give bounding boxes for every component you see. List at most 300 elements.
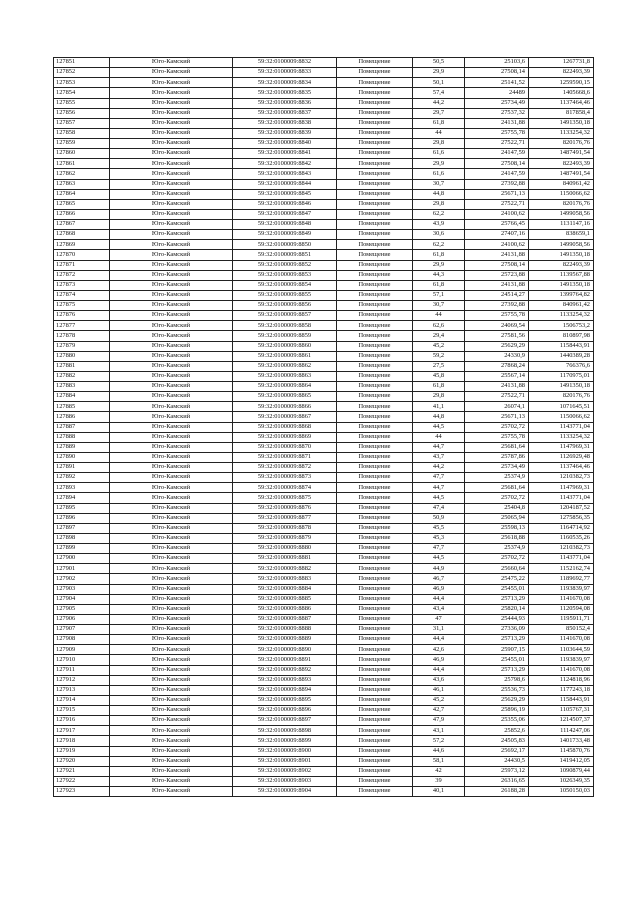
area-cell: 57,1 [413, 290, 465, 300]
cadastral-number-cell: 59:32:0100009:8871 [233, 452, 337, 462]
table-row [54, 68, 594, 78]
table-row [54, 311, 594, 321]
cadastral-value-cell: 1133254,32 [529, 128, 594, 138]
row-number-cell: 127876 [54, 311, 110, 321]
district-cell: Юго-Камский [110, 58, 233, 68]
cadastral-value-cell: 840961,42 [529, 179, 594, 189]
cadastral-number-cell: 59:32:0100009:8883 [233, 574, 337, 584]
unit-price-cell: 25755,78 [465, 432, 529, 442]
row-number-cell: 127917 [54, 726, 110, 736]
district-cell: Юго-Камский [110, 533, 233, 543]
cadastral-number-cell: 59:32:0100009:8880 [233, 544, 337, 554]
district-cell: Юго-Камский [110, 199, 233, 209]
unit-price-cell: 25444,93 [465, 614, 529, 624]
cadastral-value-cell: 820176,76 [529, 139, 594, 149]
object-type-cell: Помещение [337, 412, 413, 422]
cadastral-number-cell: 59:32:0100009:8895 [233, 695, 337, 705]
district-cell: Юго-Камский [110, 675, 233, 685]
table-row [54, 503, 594, 513]
district-cell: Юго-Камский [110, 665, 233, 675]
district-cell: Юго-Камский [110, 270, 233, 280]
cadastral-number-cell: 59:32:0100009:8902 [233, 766, 337, 776]
cadastral-value-cell: 1401733,48 [529, 736, 594, 746]
unit-price-cell: 25065,94 [465, 513, 529, 523]
table-row [54, 665, 594, 675]
object-type-cell: Помещение [337, 422, 413, 432]
object-type-cell: Помещение [337, 463, 413, 473]
district-cell: Юго-Камский [110, 473, 233, 483]
unit-price-cell: 26316,65 [465, 776, 529, 786]
table-row [54, 554, 594, 564]
cadastral-value-cell: 1145870,76 [529, 746, 594, 756]
row-number-cell: 127895 [54, 503, 110, 513]
area-cell: 44 [413, 432, 465, 442]
district-cell: Юго-Камский [110, 655, 233, 665]
cadastral-value-cell: 820176,76 [529, 392, 594, 402]
cadastral-number-cell: 59:32:0100009:8866 [233, 402, 337, 412]
area-cell: 61,8 [413, 280, 465, 290]
cadastral-number-cell: 59:32:0100009:8884 [233, 584, 337, 594]
area-cell: 43,9 [413, 220, 465, 230]
district-cell: Юго-Камский [110, 321, 233, 331]
object-type-cell: Помещение [337, 88, 413, 98]
row-number-cell: 127896 [54, 513, 110, 523]
cadastral-number-cell: 59:32:0100009:8874 [233, 483, 337, 493]
cadastral-number-cell: 59:32:0100009:8852 [233, 260, 337, 270]
district-cell: Юго-Камский [110, 149, 233, 159]
unit-price-cell: 25681,64 [465, 483, 529, 493]
object-type-cell: Помещение [337, 625, 413, 635]
area-cell: 30,7 [413, 301, 465, 311]
area-cell: 44,3 [413, 270, 465, 280]
table-row [54, 635, 594, 645]
cadastral-value-cell: 1210382,73 [529, 473, 594, 483]
row-number-cell: 127898 [54, 533, 110, 543]
table-row [54, 118, 594, 128]
object-type-cell: Помещение [337, 260, 413, 270]
district-cell: Юго-Камский [110, 564, 233, 574]
area-cell: 30,7 [413, 179, 465, 189]
table-row [54, 412, 594, 422]
row-number-cell: 127852 [54, 68, 110, 78]
cadastral-number-cell: 59:32:0100009:8834 [233, 78, 337, 88]
row-number-cell: 127880 [54, 351, 110, 361]
cadastral-number-cell: 59:32:0100009:8891 [233, 655, 337, 665]
object-type-cell: Помещение [337, 179, 413, 189]
table-row [54, 716, 594, 726]
unit-price-cell: 25536,73 [465, 685, 529, 695]
table-row [54, 766, 594, 776]
district-cell: Юго-Камский [110, 463, 233, 473]
cadastral-number-cell: 59:32:0100009:8897 [233, 716, 337, 726]
object-type-cell: Помещение [337, 68, 413, 78]
district-cell: Юго-Камский [110, 260, 233, 270]
table-row [54, 463, 594, 473]
row-number-cell: 127899 [54, 544, 110, 554]
unit-price-cell: 27522,71 [465, 392, 529, 402]
cadastral-value-cell: 850152,4 [529, 625, 594, 635]
unit-price-cell: 24100,62 [465, 209, 529, 219]
cadastral-value-cell: 810897,98 [529, 331, 594, 341]
object-type-cell: Помещение [337, 78, 413, 88]
cadastral-number-cell: 59:32:0100009:8849 [233, 230, 337, 240]
row-number-cell: 127915 [54, 706, 110, 716]
cadastral-value-cell: 1259590,15 [529, 78, 594, 88]
unit-price-cell: 25598,13 [465, 523, 529, 533]
table-row [54, 392, 594, 402]
cadastral-number-cell: 59:32:0100009:8845 [233, 189, 337, 199]
cadastral-number-cell: 59:32:0100009:8859 [233, 331, 337, 341]
table-row [54, 787, 594, 797]
row-number-cell: 127919 [54, 746, 110, 756]
row-number-cell: 127908 [54, 635, 110, 645]
table-row [54, 574, 594, 584]
cadastral-value-cell: 1193839,97 [529, 655, 594, 665]
row-number-cell: 127918 [54, 736, 110, 746]
cadastral-number-cell: 59:32:0100009:8878 [233, 523, 337, 533]
cadastral-number-cell: 59:32:0100009:8832 [233, 58, 337, 68]
cadastral-value-cell: 1499058,56 [529, 209, 594, 219]
cadastral-number-cell: 59:32:0100009:8899 [233, 736, 337, 746]
cadastral-value-cell: 1147969,31 [529, 442, 594, 452]
unit-price-cell: 25973,12 [465, 766, 529, 776]
table-row [54, 706, 594, 716]
area-cell: 41,1 [413, 402, 465, 412]
district-cell: Юго-Камский [110, 331, 233, 341]
cadastral-value-cell: 1189692,77 [529, 574, 594, 584]
row-number-cell: 127921 [54, 766, 110, 776]
unit-price-cell: 24131,88 [465, 250, 529, 260]
table-row [54, 442, 594, 452]
table-row [54, 432, 594, 442]
cadastral-number-cell: 59:32:0100009:8837 [233, 108, 337, 118]
unit-price-cell: 27508,14 [465, 68, 529, 78]
area-cell: 45,8 [413, 371, 465, 381]
table-row [54, 108, 594, 118]
district-cell: Юго-Камский [110, 574, 233, 584]
district-cell: Юго-Камский [110, 635, 233, 645]
row-number-cell: 127857 [54, 118, 110, 128]
district-cell: Юго-Камский [110, 756, 233, 766]
row-number-cell: 127853 [54, 78, 110, 88]
object-type-cell: Помещение [337, 128, 413, 138]
row-number-cell: 127862 [54, 169, 110, 179]
cadastral-number-cell: 59:32:0100009:8851 [233, 250, 337, 260]
table-row [54, 341, 594, 351]
table-row [54, 726, 594, 736]
object-type-cell: Помещение [337, 361, 413, 371]
cadastral-number-cell: 59:32:0100009:8846 [233, 199, 337, 209]
unit-price-cell: 25660,64 [465, 564, 529, 574]
unit-price-cell: 25734,49 [465, 98, 529, 108]
row-number-cell: 127855 [54, 98, 110, 108]
cadastral-number-cell: 59:32:0100009:8848 [233, 220, 337, 230]
unit-price-cell: 25475,22 [465, 574, 529, 584]
unit-price-cell: 25702,72 [465, 422, 529, 432]
district-cell: Юго-Камский [110, 442, 233, 452]
table-row [54, 736, 594, 746]
unit-price-cell: 25766,45 [465, 220, 529, 230]
unit-price-cell: 25702,72 [465, 493, 529, 503]
table-row [54, 290, 594, 300]
table-row [54, 159, 594, 169]
district-cell: Юго-Камский [110, 736, 233, 746]
area-cell: 61,6 [413, 149, 465, 159]
row-number-cell: 127891 [54, 463, 110, 473]
object-type-cell: Помещение [337, 695, 413, 705]
object-type-cell: Помещение [337, 402, 413, 412]
table-row [54, 199, 594, 209]
table-row [54, 594, 594, 604]
cadastral-value-cell: 1071645,51 [529, 402, 594, 412]
object-type-cell: Помещение [337, 604, 413, 614]
district-cell: Юго-Камский [110, 250, 233, 260]
area-cell: 50,5 [413, 58, 465, 68]
cadastral-value-cell: 1150066,62 [529, 189, 594, 199]
cadastral-value-cell: 1133254,32 [529, 432, 594, 442]
table-row [54, 544, 594, 554]
cadastral-number-cell: 59:32:0100009:8844 [233, 179, 337, 189]
area-cell: 61,8 [413, 118, 465, 128]
cadastral-value-cell: 1114247,06 [529, 726, 594, 736]
row-number-cell: 127878 [54, 331, 110, 341]
cadastral-value-cell: 1143771,04 [529, 422, 594, 432]
cadastral-value-cell: 1214507,37 [529, 716, 594, 726]
object-type-cell: Помещение [337, 554, 413, 564]
district-cell: Юго-Камский [110, 544, 233, 554]
cadastral-number-cell: 59:32:0100009:8868 [233, 422, 337, 432]
area-cell: 47,7 [413, 544, 465, 554]
object-type-cell: Помещение [337, 311, 413, 321]
unit-price-cell: 27522,71 [465, 199, 529, 209]
district-cell: Юго-Камский [110, 422, 233, 432]
cadastral-number-cell: 59:32:0100009:8882 [233, 564, 337, 574]
unit-price-cell: 24514,27 [465, 290, 529, 300]
cadastral-value-cell: 1158443,91 [529, 695, 594, 705]
unit-price-cell: 24131,88 [465, 382, 529, 392]
cadastral-number-cell: 59:32:0100009:8888 [233, 625, 337, 635]
object-type-cell: Помещение [337, 726, 413, 736]
unit-price-cell: 25734,49 [465, 463, 529, 473]
object-type-cell: Помещение [337, 787, 413, 797]
unit-price-cell: 24505,83 [465, 736, 529, 746]
cadastral-value-cell: 1506753,2 [529, 321, 594, 331]
unit-price-cell: 24330,9 [465, 351, 529, 361]
area-cell: 44,2 [413, 463, 465, 473]
cadastral-number-cell: 59:32:0100009:8885 [233, 594, 337, 604]
area-cell: 29,9 [413, 159, 465, 169]
unit-price-cell: 25374,9 [465, 544, 529, 554]
table-row [54, 382, 594, 392]
row-number-cell: 127887 [54, 422, 110, 432]
unit-price-cell: 25755,78 [465, 311, 529, 321]
table-row [54, 604, 594, 614]
unit-price-cell: 25798,6 [465, 675, 529, 685]
row-number-cell: 127904 [54, 594, 110, 604]
cadastral-number-cell: 59:32:0100009:8877 [233, 513, 337, 523]
table-row [54, 88, 594, 98]
unit-price-cell: 24147,59 [465, 169, 529, 179]
row-number-cell: 127890 [54, 452, 110, 462]
unit-price-cell: 25713,29 [465, 635, 529, 645]
cadastral-number-cell: 59:32:0100009:8901 [233, 756, 337, 766]
area-cell: 27,5 [413, 361, 465, 371]
unit-price-cell: 27336,09 [465, 625, 529, 635]
cadastral-number-cell: 59:32:0100009:8850 [233, 240, 337, 250]
row-number-cell: 127879 [54, 341, 110, 351]
district-cell: Юго-Камский [110, 179, 233, 189]
area-cell: 47 [413, 614, 465, 624]
object-type-cell: Помещение [337, 635, 413, 645]
unit-price-cell: 25374,9 [465, 473, 529, 483]
object-type-cell: Помещение [337, 645, 413, 655]
unit-price-cell: 24489 [465, 88, 529, 98]
row-number-cell: 127897 [54, 523, 110, 533]
cadastral-value-cell: 817858,4 [529, 108, 594, 118]
district-cell: Юго-Камский [110, 594, 233, 604]
object-type-cell: Помещение [337, 675, 413, 685]
row-number-cell: 127875 [54, 301, 110, 311]
district-cell: Юго-Камский [110, 523, 233, 533]
cadastral-number-cell: 59:32:0100009:8847 [233, 209, 337, 219]
cadastral-number-cell: 59:32:0100009:8840 [233, 139, 337, 149]
area-cell: 42 [413, 766, 465, 776]
area-cell: 50,1 [413, 78, 465, 88]
cadastral-number-cell: 59:32:0100009:8842 [233, 159, 337, 169]
unit-price-cell: 27508,14 [465, 159, 529, 169]
district-cell: Юго-Камский [110, 280, 233, 290]
row-number-cell: 127907 [54, 625, 110, 635]
area-cell: 29,4 [413, 331, 465, 341]
cadastral-number-cell: 59:32:0100009:8855 [233, 290, 337, 300]
table-row [54, 98, 594, 108]
area-cell: 45,2 [413, 341, 465, 351]
object-type-cell: Помещение [337, 533, 413, 543]
object-type-cell: Помещение [337, 706, 413, 716]
object-type-cell: Помещение [337, 331, 413, 341]
cadastral-value-cell: 1137464,46 [529, 98, 594, 108]
cadastral-number-cell: 59:32:0100009:8893 [233, 675, 337, 685]
area-cell: 30,6 [413, 230, 465, 240]
district-cell: Юго-Камский [110, 614, 233, 624]
cadastral-value-cell: 1164714,92 [529, 523, 594, 533]
area-cell: 44,7 [413, 483, 465, 493]
object-type-cell: Помещение [337, 614, 413, 624]
district-cell: Юго-Камский [110, 341, 233, 351]
cadastral-value-cell: 1491350,18 [529, 382, 594, 392]
unit-price-cell: 25692,17 [465, 746, 529, 756]
object-type-cell: Помещение [337, 270, 413, 280]
cadastral-value-cell: 1491350,18 [529, 280, 594, 290]
area-cell: 29,7 [413, 108, 465, 118]
cadastral-value-cell: 1170975,01 [529, 371, 594, 381]
cadastral-value-cell: 1204187,52 [529, 503, 594, 513]
area-cell: 29,8 [413, 199, 465, 209]
cadastral-number-cell: 59:32:0100009:8876 [233, 503, 337, 513]
cadastral-number-cell: 59:32:0100009:8873 [233, 473, 337, 483]
cadastral-number-cell: 59:32:0100009:8861 [233, 351, 337, 361]
district-cell: Юго-Камский [110, 432, 233, 442]
unit-price-cell: 25713,29 [465, 594, 529, 604]
area-cell: 40,1 [413, 787, 465, 797]
table-row [54, 523, 594, 533]
unit-price-cell: 24147,59 [465, 149, 529, 159]
cadastral-number-cell: 59:32:0100009:8896 [233, 706, 337, 716]
district-cell: Юго-Камский [110, 371, 233, 381]
district-cell: Юго-Камский [110, 625, 233, 635]
area-cell: 29,8 [413, 392, 465, 402]
cadastral-number-cell: 59:32:0100009:8854 [233, 280, 337, 290]
district-cell: Юго-Камский [110, 98, 233, 108]
cadastral-value-cell: 1152162,74 [529, 564, 594, 574]
cadastral-number-cell: 59:32:0100009:8886 [233, 604, 337, 614]
object-type-cell: Помещение [337, 392, 413, 402]
object-type-cell: Помещение [337, 189, 413, 199]
area-cell: 46,1 [413, 685, 465, 695]
object-type-cell: Помещение [337, 523, 413, 533]
unit-price-cell: 27508,14 [465, 260, 529, 270]
district-cell: Юго-Камский [110, 746, 233, 756]
cadastral-number-cell: 59:32:0100009:8862 [233, 361, 337, 371]
object-type-cell: Помещение [337, 766, 413, 776]
district-cell: Юго-Камский [110, 128, 233, 138]
table-row [54, 220, 594, 230]
district-cell: Юго-Камский [110, 361, 233, 371]
district-cell: Юго-Камский [110, 189, 233, 199]
area-cell: 62,2 [413, 209, 465, 219]
row-number-cell: 127893 [54, 483, 110, 493]
cadastral-value-cell: 1160535,26 [529, 533, 594, 543]
unit-price-cell: 27868,24 [465, 361, 529, 371]
district-cell: Юго-Камский [110, 503, 233, 513]
area-cell: 46,7 [413, 574, 465, 584]
unit-price-cell: 25629,29 [465, 695, 529, 705]
row-number-cell: 127905 [54, 604, 110, 614]
object-type-cell: Помещение [337, 290, 413, 300]
cadastral-value-cell: 1133254,32 [529, 311, 594, 321]
area-cell: 44,7 [413, 442, 465, 452]
cadastral-number-cell: 59:32:0100009:8894 [233, 685, 337, 695]
cadastral-number-cell: 59:32:0100009:8890 [233, 645, 337, 655]
row-number-cell: 127892 [54, 473, 110, 483]
district-cell: Юго-Камский [110, 351, 233, 361]
table-row [54, 260, 594, 270]
unit-price-cell: 25896,19 [465, 706, 529, 716]
row-number-cell: 127861 [54, 159, 110, 169]
district-cell: Юго-Камский [110, 88, 233, 98]
cadastral-value-cell: 1491350,18 [529, 250, 594, 260]
district-cell: Юго-Камский [110, 230, 233, 240]
cadastral-number-cell: 59:32:0100009:8879 [233, 533, 337, 543]
unit-price-cell: 25702,72 [465, 554, 529, 564]
unit-price-cell: 25404,8 [465, 503, 529, 513]
area-cell: 31,1 [413, 625, 465, 635]
district-cell: Юго-Камский [110, 685, 233, 695]
cadastral-number-cell: 59:32:0100009:8839 [233, 128, 337, 138]
area-cell: 45,2 [413, 695, 465, 705]
cadastral-value-cell: 1275856,35 [529, 513, 594, 523]
row-number-cell: 127867 [54, 220, 110, 230]
cadastral-value-cell: 820176,76 [529, 199, 594, 209]
area-cell: 57,4 [413, 88, 465, 98]
row-number-cell: 127863 [54, 179, 110, 189]
unit-price-cell: 25723,88 [465, 270, 529, 280]
object-type-cell: Помещение [337, 321, 413, 331]
cadastral-value-cell: 1150066,62 [529, 412, 594, 422]
cadastral-number-cell: 59:32:0100009:8865 [233, 392, 337, 402]
object-type-cell: Помещение [337, 341, 413, 351]
district-cell: Юго-Камский [110, 209, 233, 219]
